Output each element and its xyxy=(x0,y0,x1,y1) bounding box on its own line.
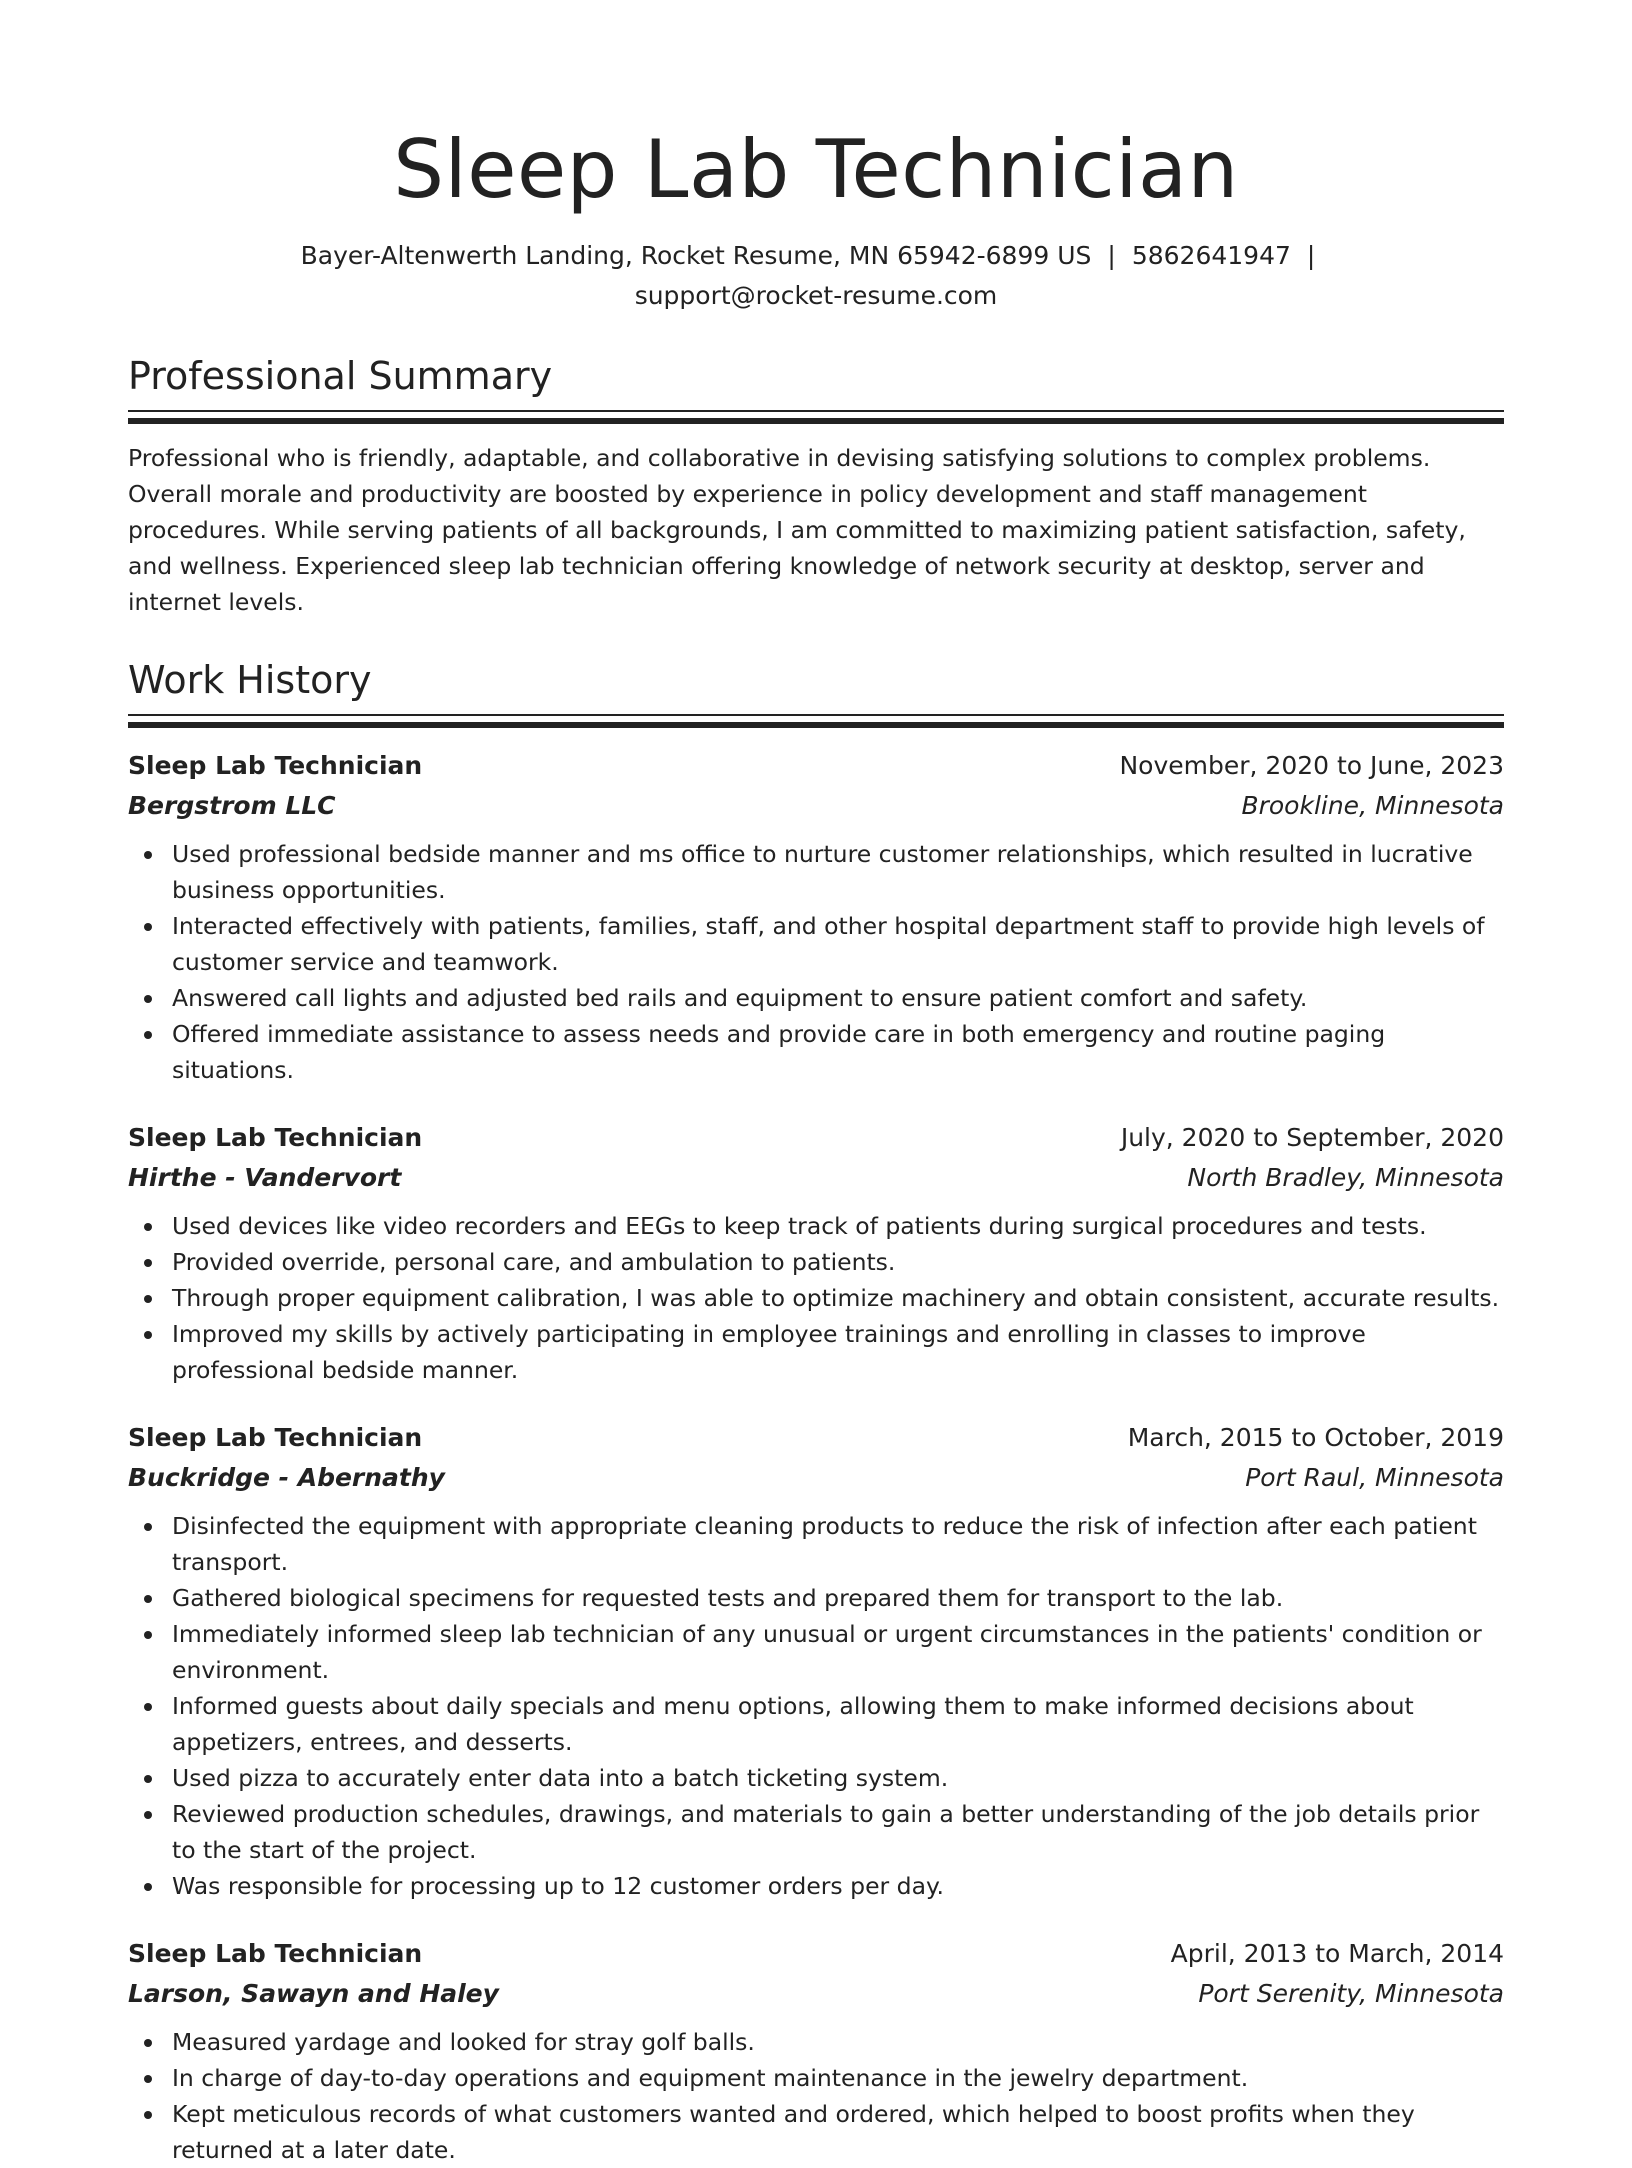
job-location: Brookline, Minnesota xyxy=(1241,791,1504,820)
contact-email: support@rocket-resume.com xyxy=(634,281,998,310)
job-company-row xyxy=(128,1158,1504,1198)
list-item: Through proper equipment calibration, I was able to optimize machinery and obtain consistent, accurate results. xyxy=(172,1280,1504,1316)
job-title: Sleep Lab Technician xyxy=(128,751,423,780)
job-bullet-list xyxy=(128,1508,1504,1904)
list-item: Gathered biological specimens for requested tests and prepared them for transport to the lab. xyxy=(172,1580,1504,1616)
job-company-row xyxy=(128,1458,1504,1498)
section-title: Professional Summary xyxy=(128,354,553,398)
list-item: Provided override, personal care, and ambulation to patients. xyxy=(172,1244,1504,1280)
list-item: Informed guests about daily specials and menu options, allowing them to make informed decisions about appetizers, entrees, and desserts. xyxy=(172,1688,1504,1760)
job-company: Bergstrom LLC xyxy=(128,791,336,820)
section-title: Work History xyxy=(128,658,372,702)
contact-phone: 5862641947 xyxy=(1131,241,1291,270)
job-title: Sleep Lab Technician xyxy=(128,1939,423,1968)
contact-info xyxy=(128,236,1504,316)
contact-separator: | xyxy=(1107,241,1116,270)
job-dates: April, 2013 to March, 2014 xyxy=(1170,1939,1504,1968)
job-location: Port Raul, Minnesota xyxy=(1245,1463,1504,1492)
work-history-section xyxy=(128,656,1504,2168)
contact-separator: | xyxy=(1306,241,1316,270)
job-bullet-list xyxy=(128,1208,1504,1388)
summary-text: Professional who is friendly, adaptable, and collaborative in devising satisfying solutions to complex problems. Overall morale and productivity are boosted by experience in policy development and staff management procedures. While serving patients of all backgrounds, I am committed to maximizing patient satisfaction, safety, and wellness. Experienced sleep lab technician offering knowledge of network security at desktop, server and internet levels. xyxy=(128,444,1466,616)
job-dates: July, 2020 to September, 2020 xyxy=(1120,1123,1504,1152)
professional-summary-section xyxy=(128,352,1504,620)
job-company: Larson, Sawayn and Haley xyxy=(128,1979,499,2008)
job-company-row xyxy=(128,1974,1504,2014)
list-item: Was responsible for processing up to 12 customer orders per day. xyxy=(172,1868,1504,1904)
job-bullet-list xyxy=(128,2024,1504,2168)
list-item: Improved my skills by actively participating in employee trainings and enrolling in classes to improve professional bedside manner. xyxy=(172,1316,1504,1388)
job-header-row xyxy=(128,746,1504,786)
list-item: Immediately informed sleep lab technician of any unusual or urgent circumstances in the patients' condition or environment. xyxy=(172,1616,1504,1688)
job-list xyxy=(128,746,1504,2168)
list-item: Used pizza to accurately enter data into a batch ticketing system. xyxy=(172,1760,1504,1796)
job-dates: November, 2020 to June, 2023 xyxy=(1119,751,1504,780)
job-location: North Bradley, Minnesota xyxy=(1187,1163,1504,1192)
job-company-row xyxy=(128,786,1504,826)
list-item: Offered immediate assistance to assess needs and provide care in both emergency and routine paging situations. xyxy=(172,1016,1504,1088)
job-bullet-list xyxy=(128,836,1504,1088)
list-item: Interacted effectively with patients, families, staff, and other hospital department staff to provide high levels of customer service and teamwork. xyxy=(172,908,1504,980)
list-item: Disinfected the equipment with appropriate cleaning products to reduce the risk of infection after each patient transport. xyxy=(172,1508,1504,1580)
job-entry xyxy=(128,746,1504,1088)
job-entry xyxy=(128,1418,1504,1904)
resume-name: Sleep Lab Technician xyxy=(393,123,1239,216)
job-company: Buckridge - Abernathy xyxy=(128,1463,445,1492)
list-item: Used professional bedside manner and ms office to nurture customer relationships, which resulted in lucrative business opportunities. xyxy=(172,836,1504,908)
job-entry xyxy=(128,1934,1504,2168)
job-title: Sleep Lab Technician xyxy=(128,1123,423,1152)
contact-address: Bayer-Altenwerth Landing, Rocket Resume, MN 65942-6899 US xyxy=(300,241,1092,270)
job-header-row xyxy=(128,1418,1504,1458)
job-header-row xyxy=(128,1934,1504,1974)
job-entry xyxy=(128,1118,1504,1388)
job-title: Sleep Lab Technician xyxy=(128,1423,423,1452)
job-location: Port Serenity, Minnesota xyxy=(1198,1979,1504,2008)
list-item: In charge of day-to-day operations and equipment maintenance in the jewelry department. xyxy=(172,2060,1504,2096)
resume-page xyxy=(128,0,1504,2168)
list-item: Used devices like video recorders and EEGs to keep track of patients during surgical procedures and tests. xyxy=(172,1208,1504,1244)
list-item: Kept meticulous records of what customers wanted and ordered, which helped to boost profits when they returned at a later date. xyxy=(172,2096,1504,2168)
list-item: Reviewed production schedules, drawings, and materials to gain a better understanding of the job details prior to the start of the project. xyxy=(172,1796,1504,1868)
list-item: Measured yardage and looked for stray golf balls. xyxy=(172,2024,1504,2060)
job-dates: March, 2015 to October, 2019 xyxy=(1127,1423,1504,1452)
list-item: Answered call lights and adjusted bed rails and equipment to ensure patient comfort and safety. xyxy=(172,980,1504,1016)
section-divider xyxy=(128,410,1504,424)
job-header-row xyxy=(128,1118,1504,1158)
job-company: Hirthe - Vandervort xyxy=(128,1163,402,1192)
section-divider xyxy=(128,714,1504,728)
